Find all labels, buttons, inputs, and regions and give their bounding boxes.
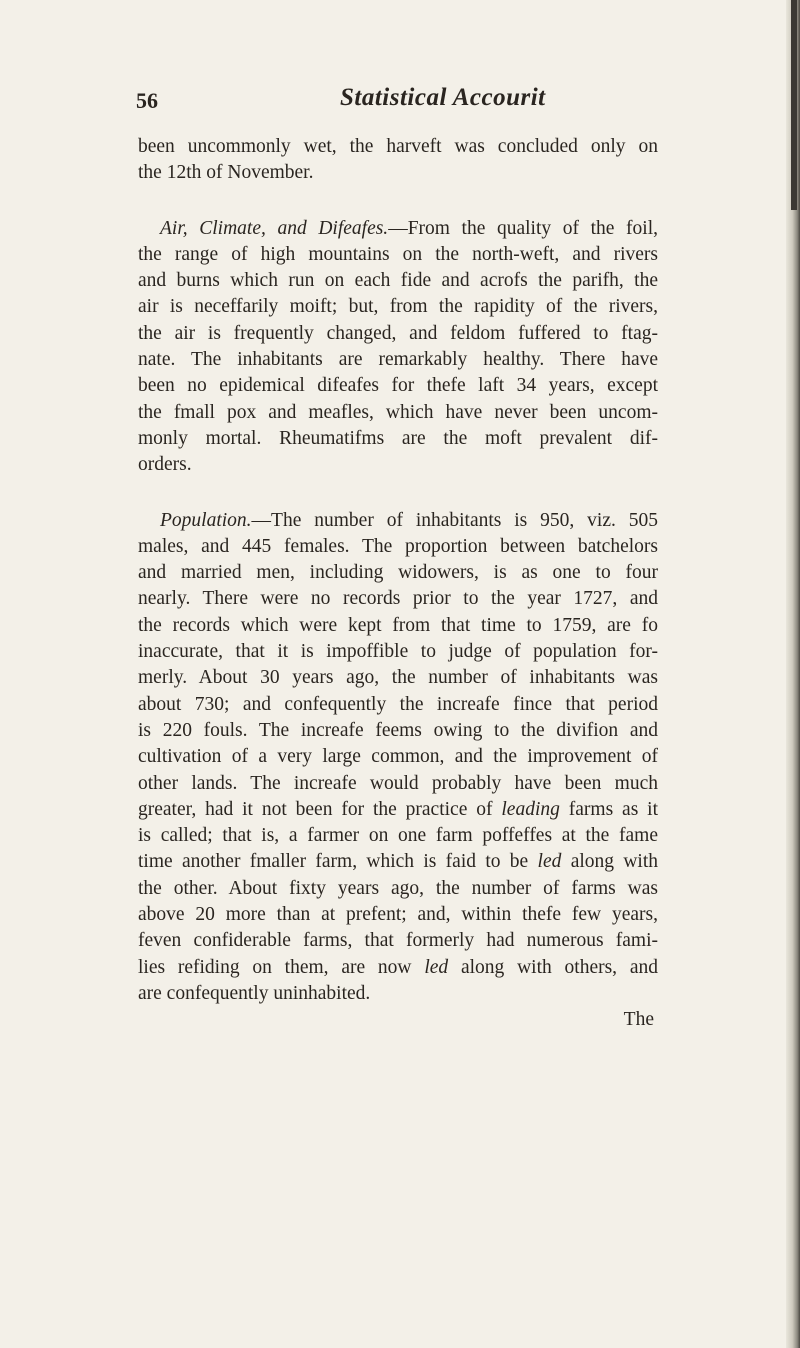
- text-run: time another fmaller farm, which is faid to be: [138, 851, 529, 873]
- text-run: along with: [570, 851, 659, 873]
- text-line: been no epidemical difeafes for thefe laft 34 years, except: [138, 375, 658, 397]
- page-number: 56: [136, 88, 158, 113]
- text-line: above 20 more than at prefent; and, within thefe few years,: [138, 904, 658, 926]
- text-line: cultivation of a very large common, and the improvement of: [138, 746, 658, 768]
- text-line: inaccurate, that it is impoffible to judge of population for-: [138, 641, 658, 663]
- text-line: and married men, including widowers, is as one to four: [138, 562, 658, 584]
- text-line: the 12th of November.: [138, 162, 314, 184]
- body-text: [138, 134, 658, 1034]
- paragraph-air-climate-first-line: [138, 216, 658, 242]
- paragraph-population-first-line: [138, 508, 658, 534]
- italic-term: led: [424, 956, 449, 978]
- text-line: orders.: [138, 454, 192, 476]
- italic-term: led: [537, 851, 562, 873]
- text-run: lies refiding on them, are now: [138, 956, 412, 978]
- text-line: the other. About fixty years ago, the number of farms was: [138, 877, 658, 899]
- section-heading-air-climate: Air, Climate, and Difeafes.: [160, 217, 389, 239]
- text-line: the range of high mountains on the north-weft, and rivers: [138, 243, 658, 265]
- italic-term: leading: [501, 798, 560, 820]
- text-line-with-italic: [138, 955, 658, 981]
- page-binding-edge: [786, 0, 800, 1348]
- text-line: and burns which run on each fide and acrofs the parifh, the: [138, 270, 658, 292]
- text-line: about 730; and confequently the increafe fince that period: [138, 693, 658, 715]
- running-head: [0, 84, 800, 120]
- text-line: feven confiderable farms, that formerly had numerous fami-: [138, 930, 658, 952]
- text-line: nearly. There were no records prior to the year 1727, and: [138, 588, 658, 610]
- running-title: Statistical Accourit: [340, 84, 546, 111]
- text-line: monly mortal. Rheumatifms are the moft prevalent dif-: [138, 427, 658, 449]
- text-line: the fmall pox and meafles, which have never been uncom-: [138, 401, 658, 423]
- text-line: air is neceffarily moift; but, from the rapidity of the rivers,: [138, 296, 658, 318]
- text-line: been uncommonly wet, the harveft was concluded only on: [138, 136, 658, 157]
- text-line: other lands. The increafe would probably have been much: [138, 772, 658, 794]
- text-line-with-italic: [138, 797, 658, 823]
- text-run: along with others, and: [460, 956, 659, 978]
- text-run: —The number of inhabitants is 950, viz. 505: [251, 509, 658, 531]
- text-run: —From the quality of the foil,: [388, 217, 658, 239]
- text-line: merly. About 30 years ago, the number of inhabitants was: [138, 667, 658, 689]
- text-line: males, and 445 females. The proportion between batchelors: [138, 535, 658, 557]
- text-line: is called; that is, a farmer on one farm poffeffes at the fame: [138, 825, 658, 847]
- section-heading-population: Population.: [160, 509, 252, 531]
- text-line: is 220 fouls. The increafe feems owing to the divifion and: [138, 719, 658, 741]
- text-line: the air is frequently changed, and feldom fuffered to ftag-: [138, 322, 658, 344]
- catchword: The: [623, 1009, 654, 1031]
- text-run: farms as it: [568, 798, 659, 820]
- text-run: greater, had it not been for the practice of: [138, 798, 493, 820]
- text-line-with-italic: [138, 849, 658, 875]
- text-line: the records which were kept from that time to 1759, are fo: [138, 614, 658, 636]
- text-line: are confequently uninhabited.: [138, 982, 371, 1004]
- text-line: nate. The inhabitants are remarkably healthy. There have: [138, 349, 658, 371]
